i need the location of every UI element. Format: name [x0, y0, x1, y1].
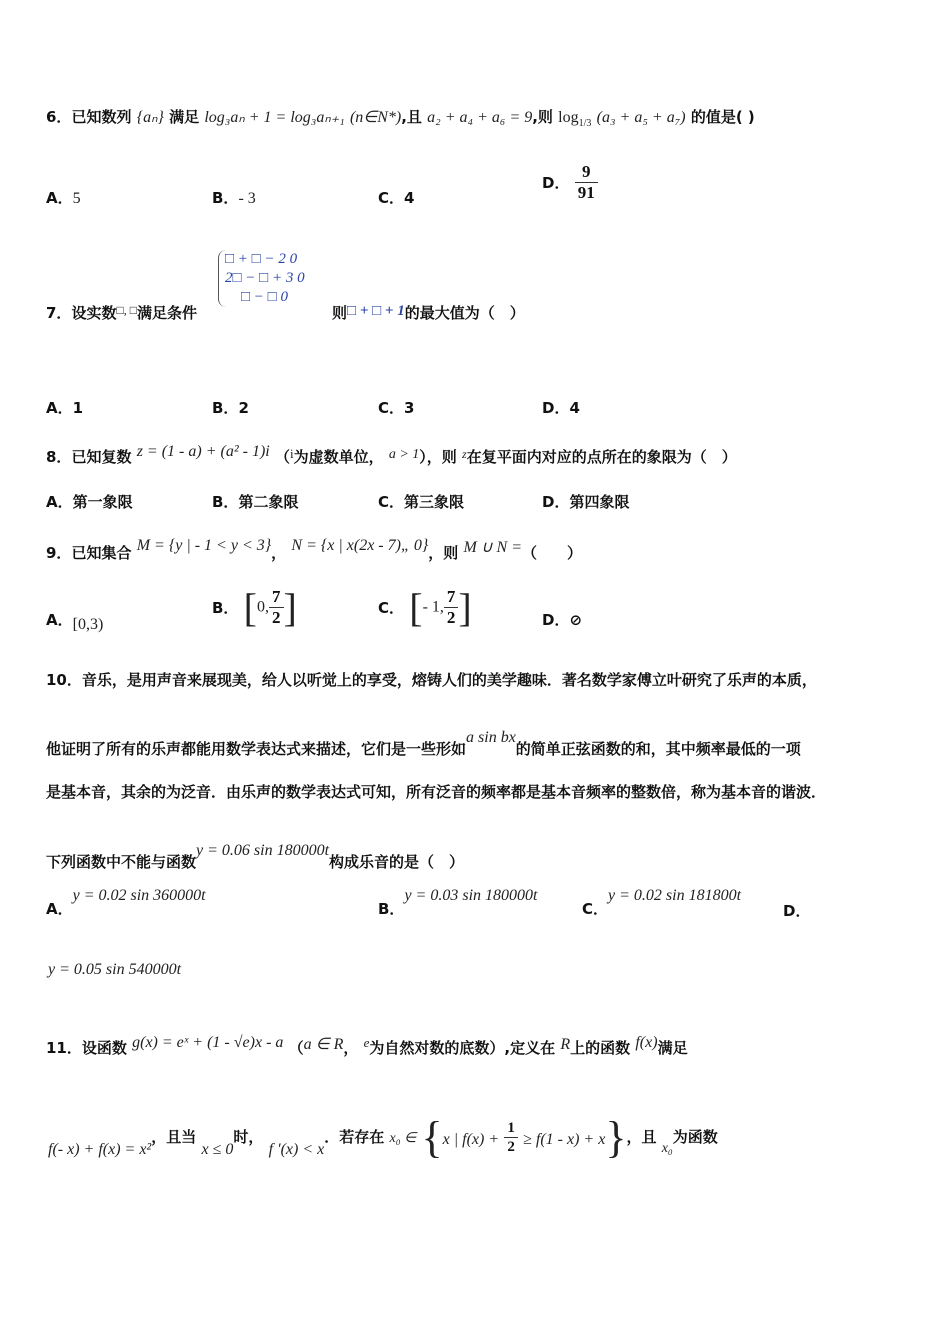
- q10-line3: 是基本音，其余的为泛音．由乐声的数学表达式可知，所有泛音的频率都是基本音频率的整数倍，称为基本音的谐波．: [46, 783, 827, 801]
- q6-option-b[interactable]: B．- 3: [212, 189, 256, 207]
- q10-func: y = 0.06 sin 180000t: [196, 842, 330, 859]
- q6-eq1: log₃aₙ + 1 = log₃aₙ₊₁: [204, 109, 345, 126]
- q8-option-b[interactable]: B．第二象限: [212, 493, 299, 511]
- q10-option-b[interactable]: B．y = 0.03 sin 180000t: [378, 887, 538, 918]
- q7-stem-right: 则□ + □ + 1的最大值为（ ）: [332, 303, 525, 322]
- q11-f: f(x): [635, 1034, 658, 1051]
- q9-number: 9．: [46, 544, 72, 562]
- q10-option-d-value[interactable]: y = 0.05 sin 540000t: [48, 961, 182, 978]
- q8-option-c[interactable]: C．第三象限: [378, 493, 465, 511]
- q10-line1: 10．音乐，是用声音来展现美，给人以听觉上的享受，熔铸人们的美学趣味．著名数学家傅立叶研究了乐声的本质，: [46, 671, 817, 689]
- q6-option-d-fraction: $\frac{9}{91}$: [575, 162, 598, 203]
- q6-cond: (n∈N*): [349, 109, 402, 126]
- q6-arg: (a₃ + a₅ + a₇): [596, 109, 686, 126]
- q6-sequence: {aₙ}: [136, 109, 164, 126]
- q11-stem-line1: 11．设函数 g(x) = eˣ + (1 - √e)x - a （a ∈ R， e为自然对数的底数）,定义在 R上的函数 f(x)满足: [46, 1034, 688, 1057]
- q7-number: 7．: [46, 304, 72, 322]
- q6-option-c[interactable]: C．4: [378, 189, 415, 207]
- q6-option-d[interactable]: D． $\frac{9}{91}$: [542, 162, 598, 203]
- q11-set-fraction: $\frac{1}{2}$: [504, 1119, 518, 1156]
- q10-option-a[interactable]: A．y = 0.02 sin 360000t: [46, 887, 206, 918]
- q11-set-b: ≥ f(1 - x) + x: [523, 1131, 606, 1148]
- q11-eq1: f(- x) + f(x) = x²: [48, 1141, 152, 1158]
- q7-objective: □ + □ + 1: [347, 303, 405, 319]
- q9-set-n: N = {x | x(2x - 7)„ 0}: [291, 537, 429, 554]
- q8-option-d[interactable]: D．第四象限: [542, 493, 630, 511]
- q11-stem-line2: f(- x) + f(x) = x²，且当 x ≤ 0时， f ′(x) < x．若存在 x₀ ∈ {x | f(x) + $\frac{1}{2}$ ≥ f(1 - x) + x}，且 x₀为函数: [48, 1113, 718, 1162]
- q11-set-a: x | f(x) +: [442, 1131, 500, 1148]
- q8-complex: z = (1 - a) + (a² - 1)i: [136, 443, 270, 460]
- q10-line2: 他证明了所有的乐声都能用数学表达式来描述，它们是一些形如a sin bx的简单正弦函数的和，其中频率最低的一项: [46, 729, 801, 758]
- q7-option-c[interactable]: C．3: [378, 399, 415, 417]
- q8-option-a[interactable]: A．第一象限: [46, 493, 133, 511]
- q7-option-b[interactable]: B．2: [212, 399, 249, 417]
- q6-number: 6．: [46, 108, 72, 126]
- q7-system: □ + □ − 2 0 2□ − □ + 3 0 □ − □ 0: [218, 250, 305, 307]
- q9-set-m: M = {y | - 1 < y < 3}: [136, 537, 272, 554]
- q11-g: g(x) = eˣ + (1 - √e)x - a: [132, 1034, 284, 1051]
- q8-stem: 8．已知复数 z = (1 - a) + (a² - 1)i （i为虚数单位， a > 1），则 $^z$在复平面内对应的点所在的象限为（ ）: [46, 443, 737, 466]
- q6-eq2: a₂ + a₄ + a₆ = 9: [427, 109, 533, 126]
- q11-x0: x₀ ∈: [389, 1131, 417, 1146]
- q9-stem: 9．已知集合 M = {y | - 1 < y < 3}， N = {x | x(2x - 7)„ 0}，则 M ∪ N =（ ）: [46, 537, 583, 562]
- q6-option-a[interactable]: A．5: [46, 189, 81, 207]
- q10-line4: 下列函数中不能与函数y = 0.06 sin 180000t构成乐音的是（ ）: [46, 842, 465, 871]
- q7-option-a[interactable]: A．1: [46, 399, 84, 417]
- q6-log-base: 1/3: [578, 118, 592, 129]
- q7-option-d[interactable]: D．4: [542, 399, 580, 417]
- q6-stem: 6．已知数列 {aₙ} 满足 log₃aₙ + 1 = log₃aₙ₊₁ (n∈N*),且 a₂ + a₄ + a₆ = 9,则 $\log_{1/3} (a_3 + a_5 + a_7)$ 的值是( ): [46, 108, 755, 129]
- q9-option-b[interactable]: B． [0, $\frac{7}{2}$ ]: [212, 585, 297, 630]
- q9-union: M ∪ N =: [463, 539, 523, 556]
- q9-option-a[interactable]: A．[0,3): [46, 611, 104, 633]
- q7-stem-left: 7．设实数□, □满足条件: [46, 303, 197, 322]
- q6-log: log: [558, 109, 579, 126]
- q9-option-d[interactable]: D．⊘: [542, 611, 583, 629]
- q10-option-d[interactable]: D．: [783, 902, 811, 920]
- q7-vars: □, □: [116, 303, 137, 317]
- q11-number: 11．: [46, 1039, 82, 1057]
- q9-option-c[interactable]: C． [- 1, $\frac{7}{2}$ ]: [378, 585, 472, 630]
- q10-form: a sin bx: [466, 729, 516, 746]
- q8-number: 8．: [46, 448, 72, 466]
- q10-option-c[interactable]: C．y = 0.02 sin 181800t: [582, 887, 742, 918]
